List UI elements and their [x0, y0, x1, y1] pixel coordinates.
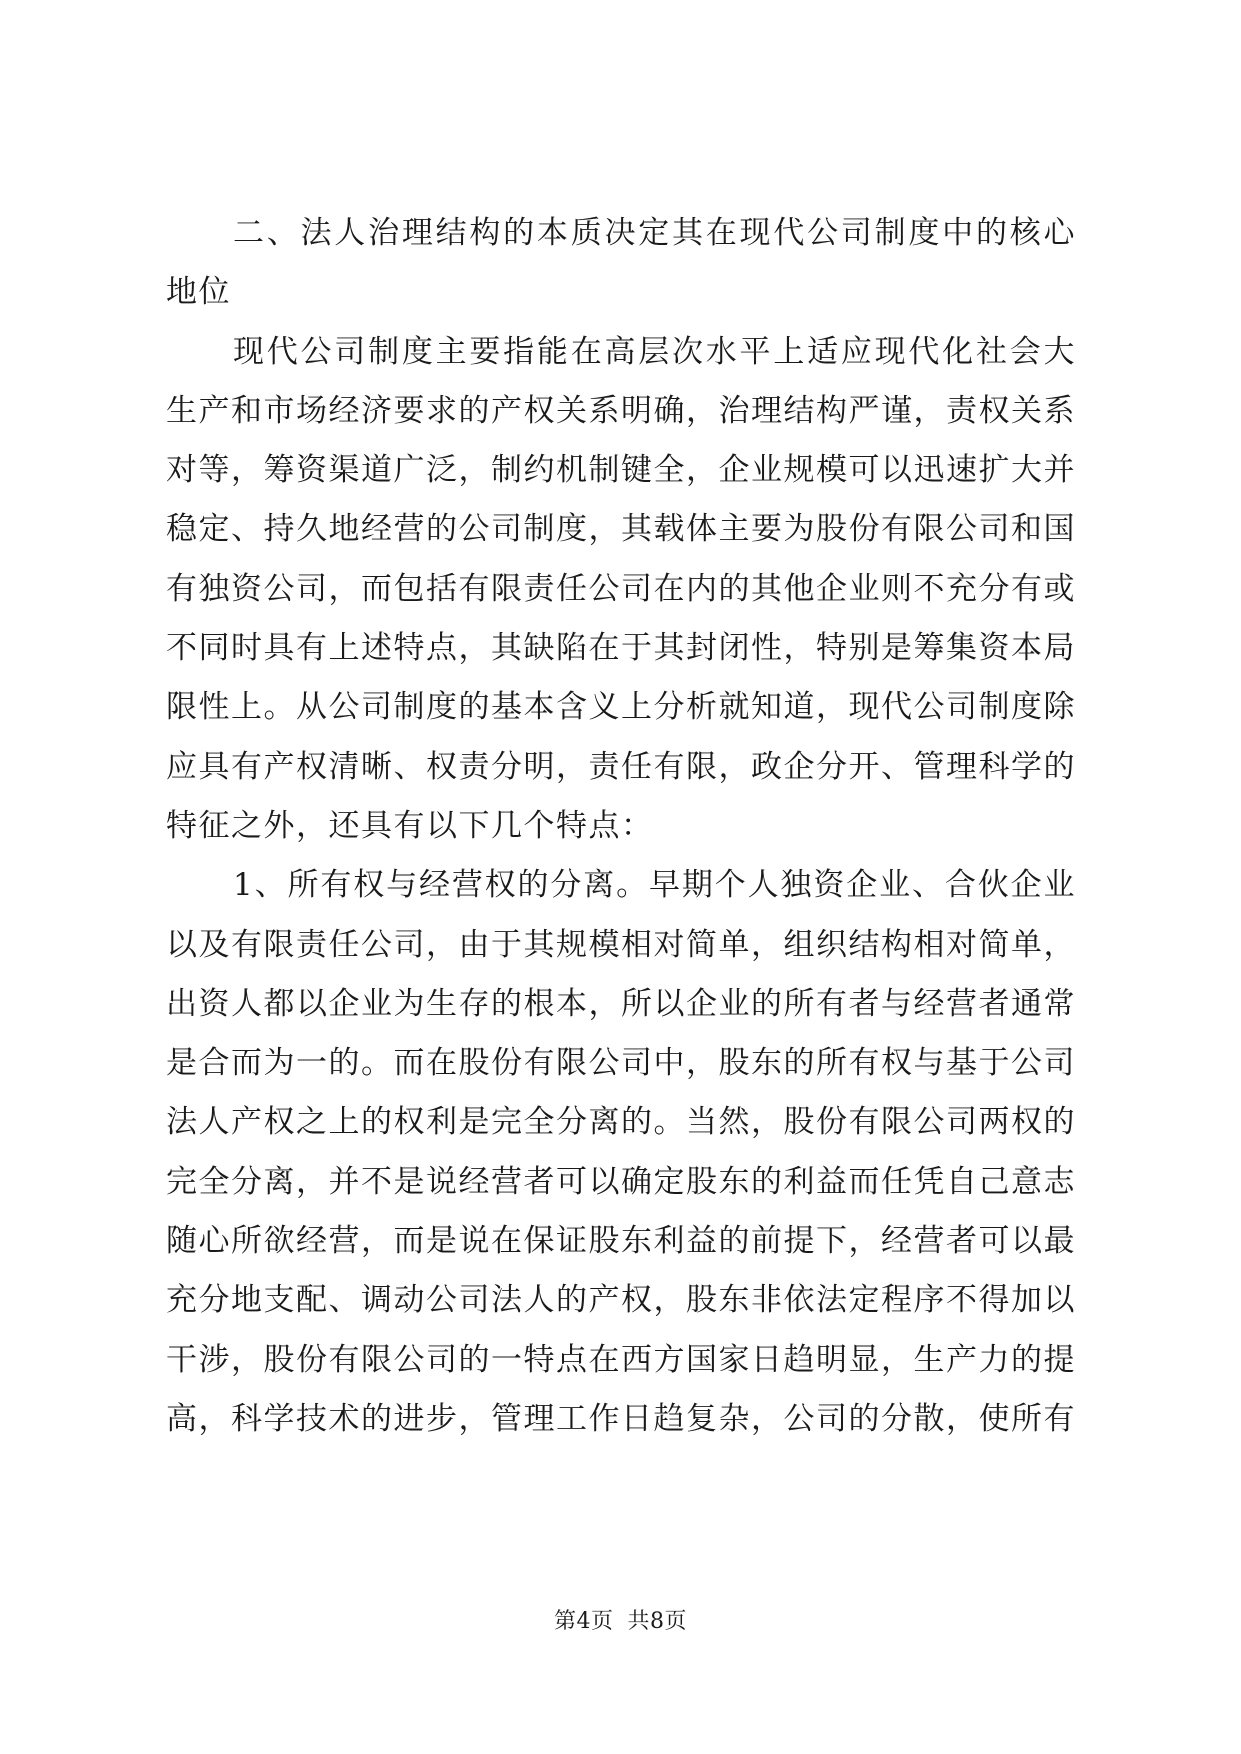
paragraph: 现代公司制度主要指能在高层次水平上适应现代化社会大生产和市场经济要求的产权关系明确，治理结构严谨，责权关系对等，筹资渠道广泛，制约机制键全，企业规模可以迅速扩大并稳定、持久地经营的公司制度，其载体主要为股份有限公司和国有独资公司，而包括有限责任公司在内的其他企业则不充分有或不同时具有上述特点，其缺陷在于其封闭性，特别是筹集资本局限性上。从公司制度的基本含义上分析就知道，现代公司制度除应具有产权清晰、权责分明，责任有限，政企分开、管理科学的特征之外，还具有以下几个特点：: [166, 333, 1076, 844]
section-heading: 二、法人治理结构的本质决定其在现代公司制度中的核心地位: [166, 215, 1076, 311]
page-footer: [0, 1604, 1241, 1635]
page-total: 共8页: [627, 1609, 687, 1634]
body-text: [166, 204, 1076, 1449]
paragraph: 1、所有权与经营权的分离。早期个人独资企业、合伙企业以及有限责任公司，由于其规模相对简单，组织结构相对简单，出资人都以企业为生存的根本，所以企业的所有者与经营者通常是合而为一的。而在股份有限公司中，股东的所有权与基于公司法人产权之上的权利是完全分离的。当然，股份有限公司两权的完全分离，并不是说经营者可以确定股东的利益而任凭自己意志随心所欲经营，而是说在保证股东利益的前提下，经营者可以最充分地支配、调动公司法人的产权，股东非依法定程序不得加以干涉，股份有限公司的一特点在西方国家日趋明显，生产力的提高，科学技术的进步，管理工作日趋复杂，公司的分散，使所有: [166, 867, 1076, 1437]
page-number: 第4页: [554, 1609, 614, 1634]
